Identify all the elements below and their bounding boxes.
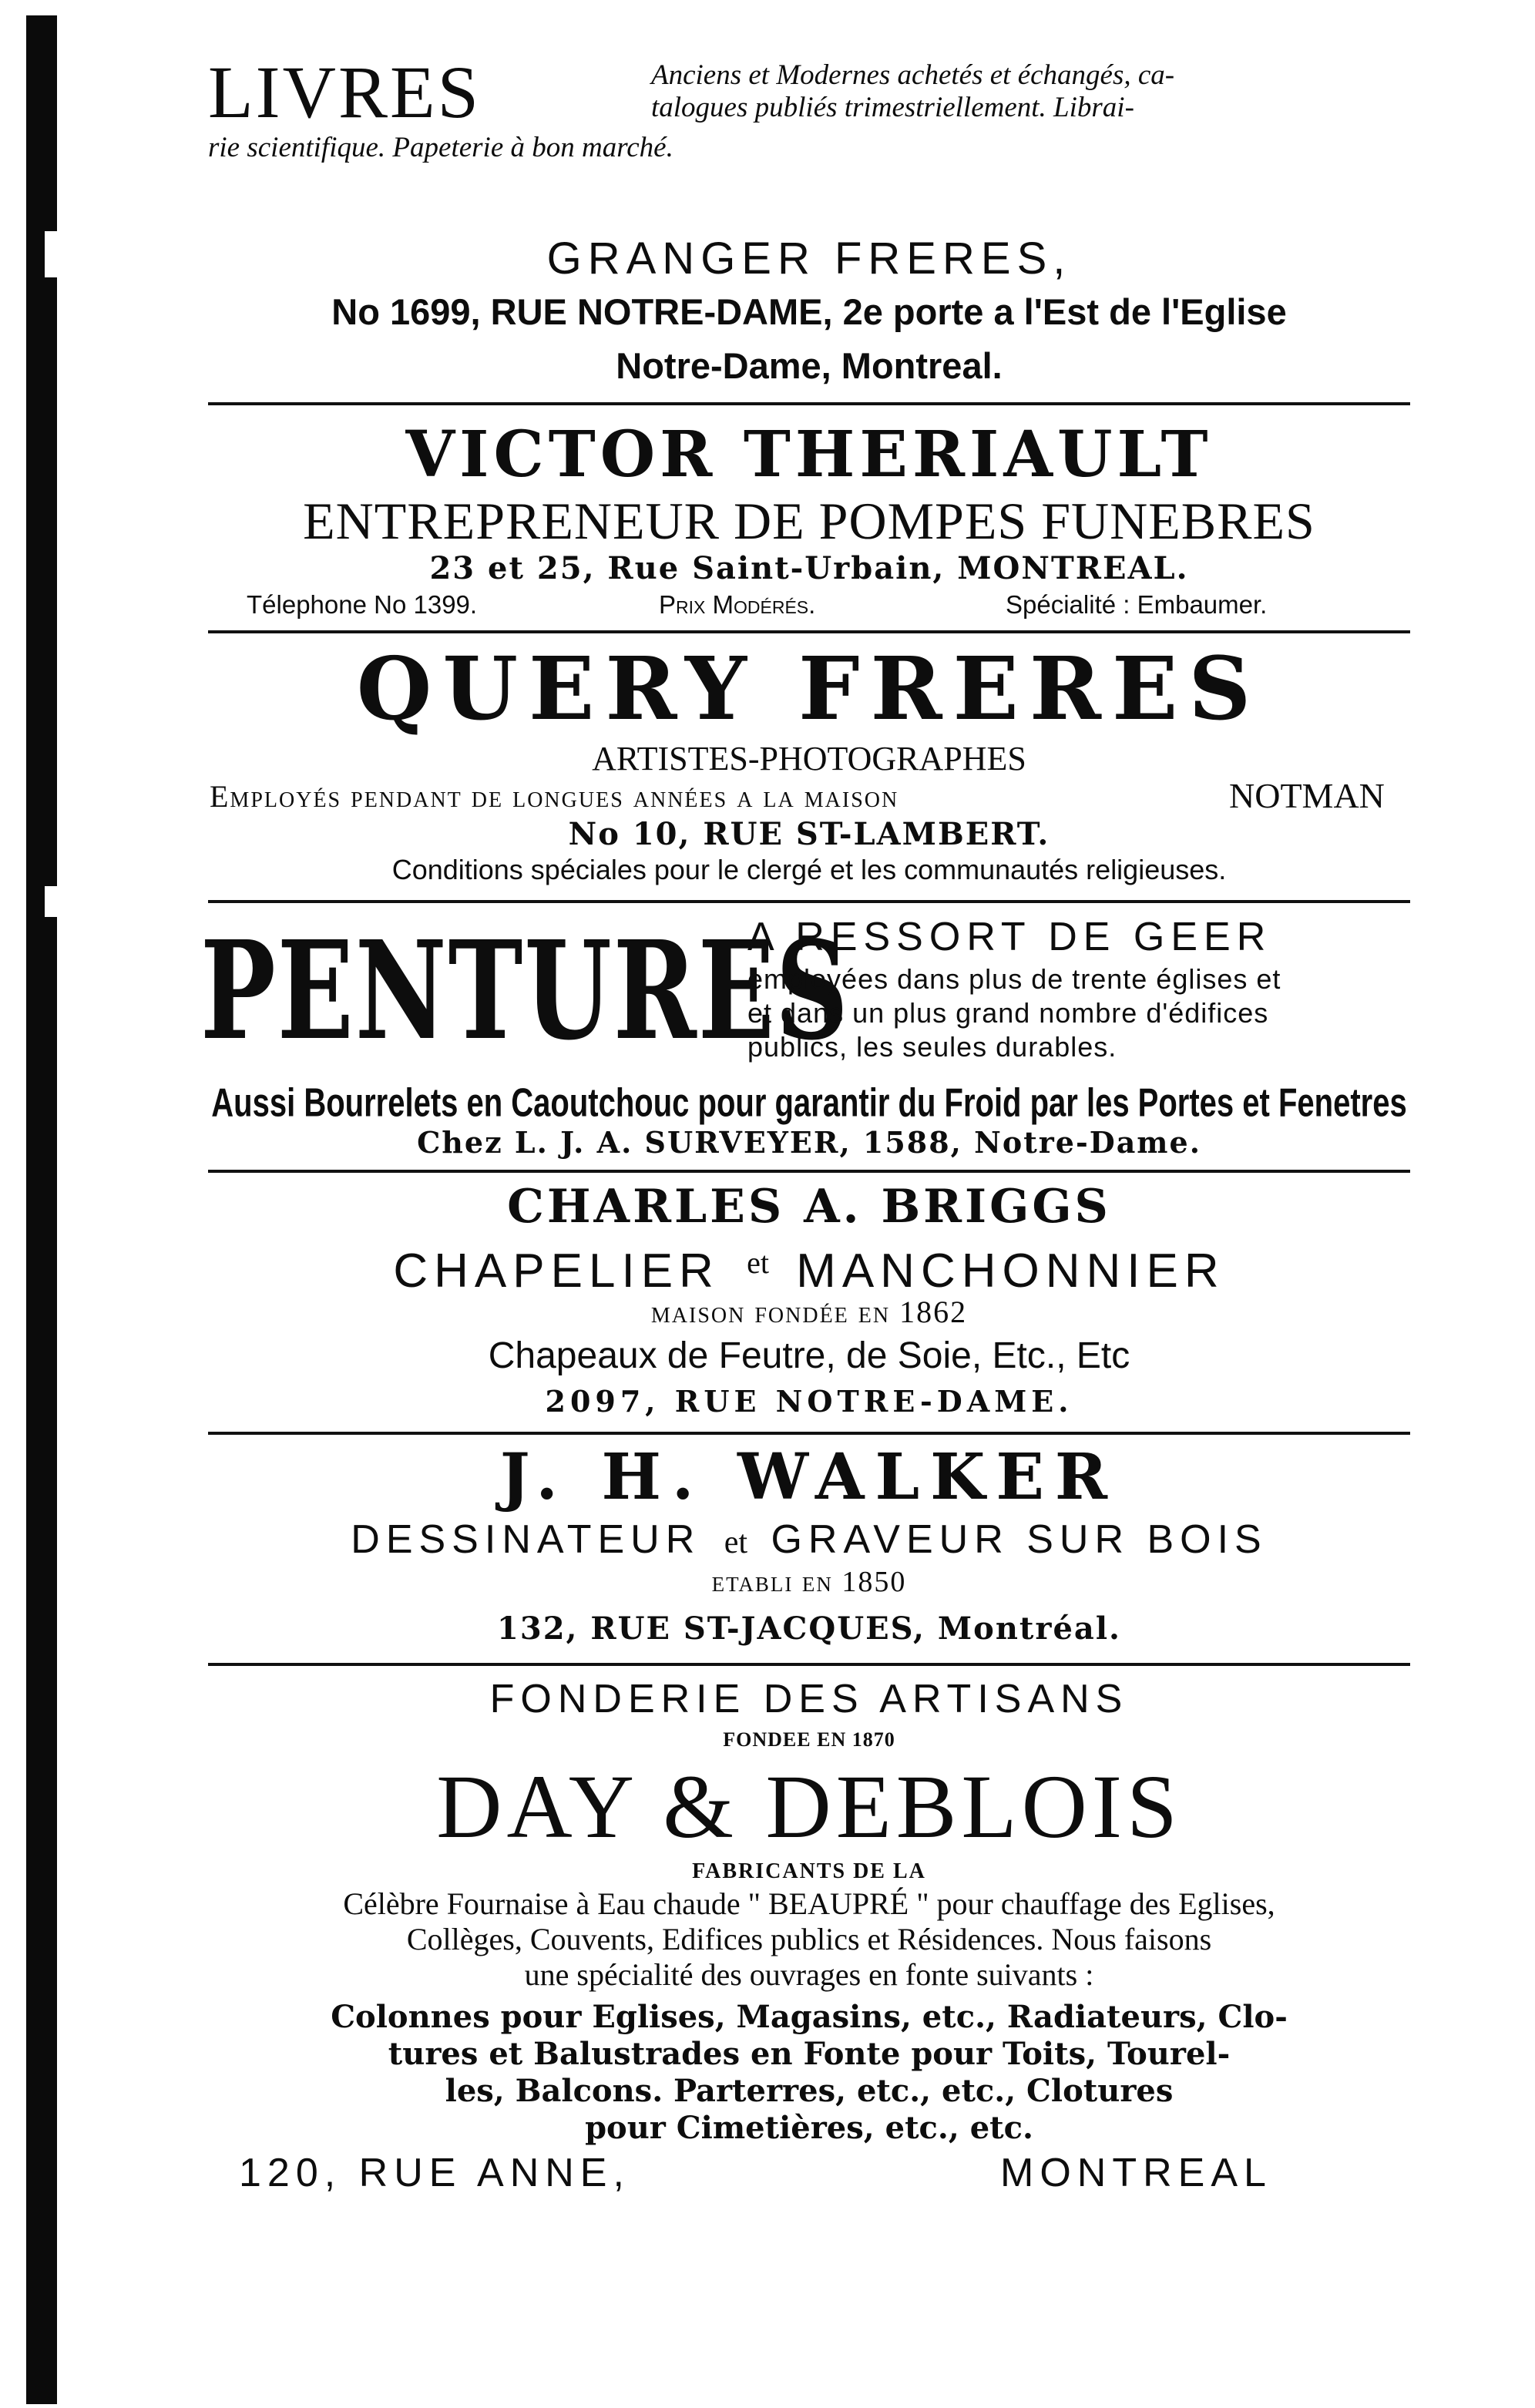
walker-trade (200, 1516, 1418, 1566)
briggs-trade-b: MANCHONNIER (796, 1244, 1225, 1298)
fonderie-name: DAY & DEBLOIS (436, 1756, 1182, 1857)
livres-line-2: talogues publiés trimestriellement. Librai- (651, 92, 1134, 123)
walker-trade-b: GRAVEUR SUR BOIS (771, 1517, 1268, 1562)
fonderie-body-1: Célèbre Fournaise à Eau chaude " BEAUPRÉ " pour chauffage des Eglises, (343, 1886, 1275, 1921)
granger-name: GRANGER FRERES, (546, 233, 1072, 284)
pentures-heading-box (200, 911, 850, 1070)
walker-name: J. H. WALKER (499, 1440, 1119, 1514)
fonderie-bold-1: Colonnes pour Eglises, Magasins, etc., Radiateurs, Clo- (331, 1999, 1288, 2035)
divider (208, 900, 1410, 903)
pentures-line-5-box (200, 1075, 1418, 1125)
briggs-trade-a: CHAPELIER (393, 1244, 720, 1298)
binding-edge (26, 15, 57, 2404)
divider (208, 1663, 1410, 1666)
theriault-name: VICTOR THERIAULT (405, 418, 1213, 492)
fonderie-bold-4: pour Cimetières, etc., etc. (585, 2110, 1033, 2146)
walker-trade-a: DESSINATEUR (351, 1517, 701, 1562)
fonderie-bold-3: les, Balcons. Parterres, etc., etc., Clotures (445, 2073, 1174, 2109)
granger-address-1: No 1699, RUE NOTRE-DAME, 2e porte a l'Est de l'Eglise (331, 291, 1287, 332)
theriault-trade: ENTREPRENEUR DE POMPES FUNEBRES (303, 492, 1315, 550)
fonderie-address-city: MONTREAL (1000, 2151, 1272, 2195)
pentures-line-1: A RESSORT DE GEER (747, 915, 1272, 959)
livres-line-3: rie scientifique. Papeterie à bon marché. (208, 132, 673, 163)
fonderie-bold-2: tures et Balustrades en Fonte pour Toits, Tourel- (388, 2036, 1231, 2072)
theriault-specialty: Spécialité : Embaumer. (1006, 590, 1268, 619)
divider (208, 1170, 1410, 1173)
fonderie-founded: FONDEE EN 1870 (723, 1728, 895, 1751)
advertisement-page (200, 0, 1418, 2408)
query-address: No 10, RUE ST-LAMBERT. (568, 816, 1050, 852)
query-employ: Employés pendant de longues années a la maison (210, 779, 899, 814)
pentures-line-3: et dans un plus grand nombre d'édifices (747, 997, 1269, 1029)
walker-trade-et: et (724, 1525, 748, 1560)
briggs-founded: maison fondée en 1862 (650, 1295, 968, 1329)
divider (208, 402, 1410, 405)
pentures-line-6: Chez L. J. A. SURVEYER, 1588, Notre-Dame. (417, 1125, 1201, 1160)
fonderie-fabricants: FABRICANTS DE LA (692, 1859, 926, 1883)
briggs-trade-et: et (747, 1245, 769, 1280)
pentures-heading: PENTURES (200, 911, 850, 1070)
query-trade: ARTISTES-PHOTOGRAPHES (592, 740, 1026, 777)
query-conditions: Conditions spéciales pour le clergé et les communautés religieuses. (391, 854, 1227, 885)
fonderie-heading: FONDERIE DES ARTISANS (489, 1677, 1129, 1721)
walker-address: 132, RUE ST-JACQUES, Montréal. (497, 1610, 1121, 1647)
livres-line-1: Anciens et Modernes achetés et échangés, ca- (651, 59, 1175, 91)
pentures-line-2: employées dans plus de trente églises et (747, 963, 1281, 995)
pentures-line-5: Aussi Bourrelets en Caoutchouc pour garantir du Froid par les Portes et Fenetres (211, 1080, 1407, 1125)
theriault-prices: Prix Modérés. (659, 590, 816, 619)
granger-address-2: Notre-Dame, Montreal. (616, 345, 1003, 386)
divider (208, 1432, 1410, 1435)
binding-notch (45, 886, 62, 917)
theriault-phone: Télephone No 1399. (247, 590, 478, 619)
fonderie-body-3: une spécialité des ouvrages en fonte suivants : (524, 1957, 1094, 1992)
briggs-name: CHARLES A. BRIGGS (507, 1180, 1111, 1234)
binding-notch (45, 231, 62, 277)
divider (208, 630, 1410, 633)
briggs-trade (200, 1236, 1418, 1298)
livres-heading: LIVRES (208, 51, 481, 133)
livres-ad (200, 51, 1418, 208)
theriault-address: 23 et 25, Rue Saint-Urbain, MONTREAL. (429, 550, 1189, 586)
pentures-line-4: publics, les seules durables. (747, 1031, 1117, 1063)
fonderie-address-street: 120, RUE ANNE, (239, 2151, 630, 2195)
fonderie-body-2: Collèges, Couvents, Edifices publics et Résidences. Nous faisons (406, 1922, 1212, 1956)
walker-founded: etabli en 1850 (711, 1566, 907, 1598)
query-name: QUERY FRERES (356, 639, 1262, 740)
briggs-address: 2097, RUE NOTRE-DAME. (545, 1384, 1073, 1419)
query-notman: NOTMAN (1229, 776, 1385, 815)
briggs-goods: Chapeaux de Feutre, de Soie, Etc., Etc (488, 1335, 1130, 1376)
